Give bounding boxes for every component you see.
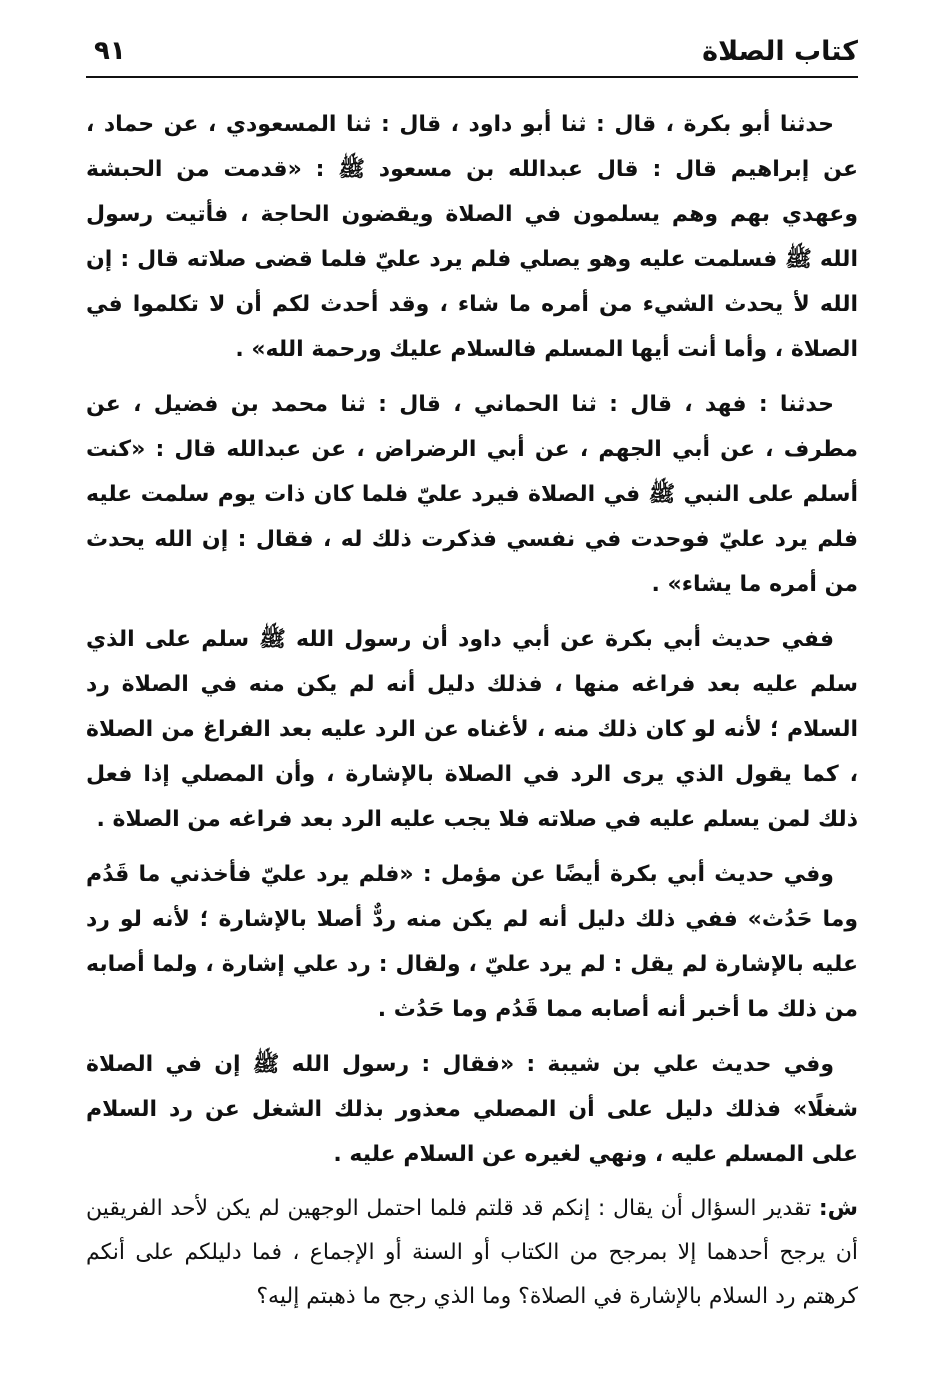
page-number: ٩١	[94, 36, 126, 66]
body-text	[86, 102, 858, 1319]
paragraph-5: وفي حديث علي بن شيبة : «فقال : رسول الله ﷺ إن في الصلاة شغلًا» فذلك دليل على أن المصلي معذور بذلك الشغل عن رد السلام على المسلم عليه ، ونهي لغيره عن السلام عليه .	[86, 1052, 858, 1167]
running-header	[86, 34, 858, 78]
paragraph-1: حدثنا أبو بكرة ، قال : ثنا أبو داود ، قال : ثنا المسعودي ، عن حماد ، عن إبراهيم قال : قال عبدالله بن مسعود ﷺ : «قدمت من الحبشة وعهدي بهم وهم يسلمون في الصلاة ويقضون الحاجة ، فأتيت رسول الله ﷺ فسلمت عليه وهو يصلي فلم يرد عليّ فلما قضى صلاته قال : إن الله لأ يحدث الشيء من أمره ما شاء ، وقد أحدث لكم أن لا تكلموا في الصلاة ، وأما أنت أيها المسلم فالسلام عليك ورحمة الله» .	[86, 112, 858, 362]
paragraph-2: حدثنا : فهد ، قال : ثنا الحماني ، قال : ثنا محمد بن فضيل ، عن مطرف ، عن أبي الجهم ، عن أبي الرضراض ، عن عبدالله قال : «كنت أسلم على النبي ﷺ في الصلاة فيرد عليّ فلما كان ذات يوم سلمت عليه فلم يرد عليّ فوحدت في نفسي فذكرت ذلك له ، فقال : إن الله يحدث من أمره ما يشاء» .	[86, 392, 858, 597]
paragraph-3: ففي حديث أبي بكرة عن أبي داود أن رسول الله ﷺ سلم على الذي سلم عليه بعد فراغه منها ، فذلك دليل أنه لم يكن منه في الصلاة رد السلام ؛ لأنه لو كان ذلك منه ، لأغناه عن الرد عليه بعد الفراغ من الصلاة ، كما يقول الذي يرى الرد في الصلاة بالإشارة ، وأن المصلي إذا فعل ذلك لمن يسلم عليه في صلاته فلا يجب عليه الرد بعد فراغه من الصلاة .	[86, 627, 858, 832]
document-page	[86, 34, 858, 1382]
commentary-text: تقدير السؤال أن يقال : إنكم قد قلتم فلما احتمل الوجهين لم يكن لأحد الفريقين أن يرجح أحدهما إلا بمرجح من الكتاب أو السنة أو الإجماع ، فما دليلكم على أنكم كرهتم رد السلام بالإشارة في الصلاة؟ وما الذي رجح ما ذهبتم إليه؟	[86, 1196, 858, 1309]
commentary-paragraph	[86, 1187, 858, 1319]
paragraph-4: وفي حديث أبي بكرة أيضًا عن مؤمل : «فلم يرد عليّ فأخذني ما قَدُم وما حَدُث» ففي ذلك دليل أنه لم يكن منه ردٌّ أصلا بالإشارة ؛ لأنه لو رد عليه بالإشارة لم يقل : لم يرد عليّ ، ولقال : رد علي إشارة ، ولما أصابه من ذلك ما أخبر أنه أصابه مما قَدُم وما حَدُث .	[86, 862, 858, 1022]
commentary-label: ش:	[818, 1196, 858, 1221]
book-title: كتاب الصلاة	[702, 36, 858, 67]
